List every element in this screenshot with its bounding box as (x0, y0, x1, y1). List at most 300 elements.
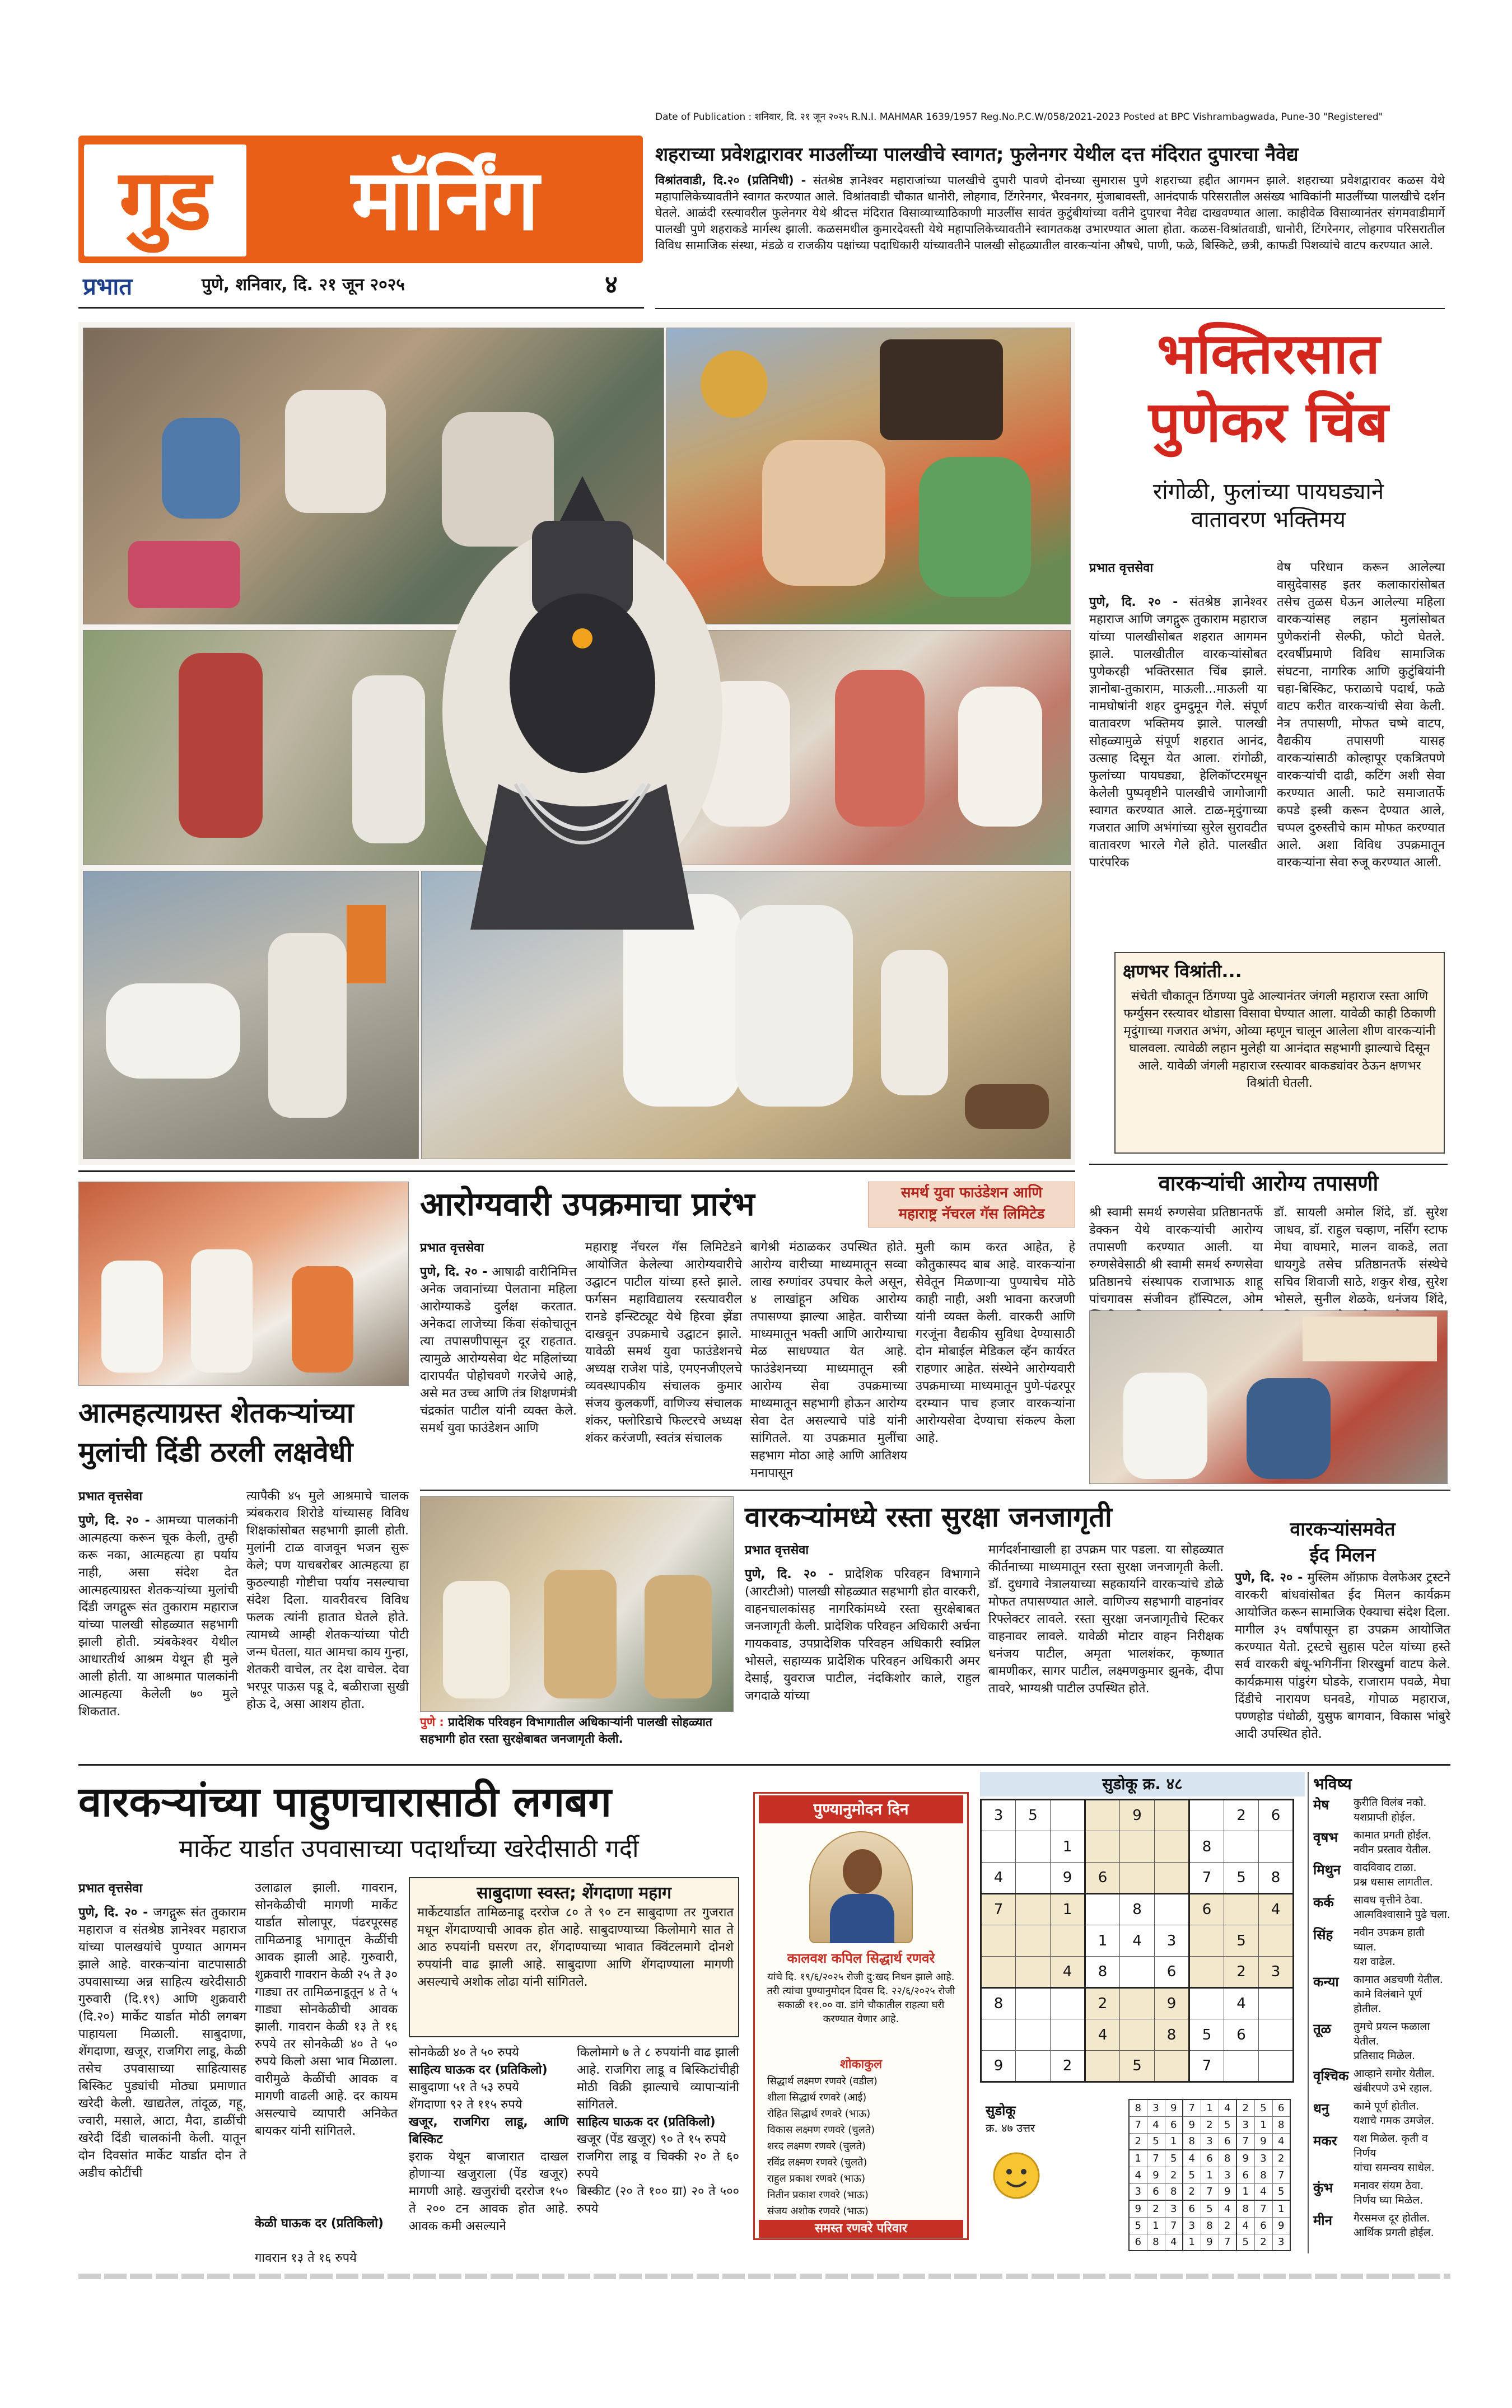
sudoku-row (981, 2019, 1294, 2051)
sudoku-cell (1120, 1831, 1155, 1863)
sudoku-cell: 6 (1189, 1894, 1224, 1925)
sudoku-solution-cell: 7 (1254, 2200, 1272, 2217)
sudoku-cell (1120, 1863, 1155, 1894)
sudoku-cell (1016, 1988, 1051, 2019)
eid-headline-2: ईद मिलन (1309, 1544, 1376, 1566)
sudoku-solution-cell: 1 (1272, 2200, 1290, 2217)
rasta-text-1: प्रादेशिक परिवहन विभागाने (आरटीओ) पालखी सोहळ्यात सहभागी होत वारकरी, वाहनचालकांसह नागरिकांमध्ये रस्ता सुरक्षेबाबत जनजागृती केली. प्रादेशिक परिवहन अधिकारी अर्चना गायकवाड, उपप्रादेशिक परिवहन अधिकारी स्वप्निल भोसले, सहाय्यक प्रादेशिक परिवहन अधिकारी अमर देसाई, युवराज पाटील, नंदकिशोर काले, राहुल जगदाळे यांच्या (745, 1567, 980, 1703)
rasta-text-2: मार्गदर्शनाखाली हा उपक्रम पार पडला. या सोहळ्यात कीर्तनाच्या माध्यमातून रस्ता सुरक्षा जनजागृती केली. डॉ. दुधगावे नेत्रालयाच्या सहकार्याने वारकऱ्यांचे डोळे मोफत तपासण्यात आले. वाणिज्य सहभागी वाहनांवर रिफ्लेक्टर लावले. रस्ता सुरक्षा जनजागृतीचे स्टिकर वाहनावर लावले. यावेळी मोटार वाहन निरीक्षक धनंजय पाटील, अमृता भालशंकर, कृष्णात बामणीकर, सागर पाटील, लक्ष्मणकुमार झुनके, दीपा तावरे, भाग्यश्री पाटील उपस्थित होते. (988, 1543, 1224, 1696)
lagbag-col3-a: सोनकेळी ४० ते ५० रुपये (409, 2046, 519, 2060)
sudoku-solution-cell: 8 (1165, 2183, 1183, 2200)
horoscope-sign-name: धनु (1313, 2101, 1329, 2116)
sudoku-cell (1051, 2019, 1085, 2051)
bhakti-col-2 (1277, 559, 1445, 945)
sudoku-solution-row (1129, 2167, 1290, 2183)
eid-text: मुस्लिम ऑफ़ाफ वेलफेअर ट्रस्टने वारकरी बांधवांसोबत ईद मिलन कार्यक्रम आयोजित करून सामाजिक ऐक्याचा संदेश दिला. मागील ३५ वर्षांपासून हा उपक्रम आयोजित करण्यात येतो. ट्रस्टचे सुहास पटेल यांच्या हस्ते सर्व वारकरी बंधू-भगिनींना शिरखुर्मा वाटप केले. कार्यक्रमास पांडुरंग घोडके, राजाराम पवळे, मेघा दिंडीचे नारायण घनवडे, गोपाळ महाराज, पण्णहोड पंधोळी, युसुफ बागवान, विकास भांबुरे आदी उपस्थित होते. (1235, 1571, 1451, 1741)
sudoku-cell (1259, 1988, 1294, 2019)
arogya-check-text-2: डॉ. सायली अमोल शिंदे, डॉ. सुरेश जाधव, डॉ. राहुल चव्हाण, नर्सिंग स्टाफ मेघा वाघमारे, मालन वाकडे, लता धायगुडे तसेच प्रतिष्ठानतर्फे संस्थेचे सचिव शिवाजी साठे, शकुर शेख, सुरेश भोसले, सुनील शेळके, धनंजय शिंदे, (1274, 1206, 1448, 1306)
bottom-rule (78, 1764, 1450, 1766)
sudoku-cell (1155, 2051, 1189, 2082)
masthead-gud: गुड (84, 144, 246, 256)
rasta-col-1 (745, 1566, 980, 1751)
punya-photo (809, 1831, 913, 1943)
eid-lead: पुणे, दि. २० - (1235, 1571, 1303, 1585)
sudoku-solution-cell: 9 (1236, 2150, 1254, 2167)
sudoku-cell (1189, 1925, 1224, 1957)
punya-shok: शोकाकुल (839, 2057, 883, 2071)
sudoku-solution-cell: 8 (1183, 2133, 1201, 2150)
sudoku-cell: 6 (1259, 1800, 1294, 1831)
horoscope-line: मनावर संयम ठेवा. (1354, 2180, 1424, 2192)
sudoku-solution-title: सुडोकू (986, 2103, 1016, 2118)
sudoku-solution-cell: 6 (1129, 2234, 1147, 2251)
lagbag-col-4 (577, 2044, 739, 2257)
sudoku-solution-cell: 5 (1129, 2217, 1147, 2234)
horoscope-sign-text (1354, 1828, 1431, 1857)
sudoku-solution-cell: 2 (1147, 2200, 1165, 2217)
sudoku-cell (1120, 1957, 1155, 1988)
lagbag-text-2: उलाढाल झाली. गावरान, सोनकेळीची मागणी मार्केट यार्डात सोलापूर, पंढरपूरसह तामिळनाडू भागातून केळींची आवक झाली आहे. गुरुवारी, शुक्रवारी गावरान केळी २५ ते ३० गाड्या तर तामिळनाडूतून ४ ते ५ गाड्या सोनकेळीची आवक झाली. गावरान केळी १३ ते १६ रुपये तर सोनकेळी ४० ते ५० रुपये किलो असा भाव मिळाला. वारीमुळे केळींची आवक व मागणी वाढली आहे. दर कायम असल्याचे व्यापारी अनिकेत बायकर यांनी सांगितले. (255, 1881, 398, 2138)
sudoku-solution-cell: 5 (1147, 2133, 1165, 2150)
horoscope-line: आत्मविश्वासाने पुढे चला. (1354, 1908, 1450, 1921)
rasta-caption (420, 1714, 734, 1753)
sudoku-cell (1189, 1988, 1224, 2019)
dindi-headline-2: मुलांची दिंडी ठरली लक्षवेधी (78, 1436, 353, 1468)
dindi-col-1 (78, 1512, 238, 1758)
sudoku-cell (1189, 1800, 1224, 1831)
dindi-col-2 (246, 1487, 409, 1758)
sudoku-cell: 2 (1051, 2051, 1085, 2082)
lagbag-col-3 (409, 2044, 568, 2257)
horoscope-line: वादविवाद टाळा. (1354, 1861, 1417, 1874)
bhakti-subhead-1: रांगोळी, फुलांच्या पायघड्याने (1152, 479, 1384, 505)
sudoku-solution-cell: 2 (1183, 2183, 1201, 2200)
sudoku-solution-cell: 4 (1219, 2200, 1236, 2217)
top-story-lead: विश्रांतवाडी, दि.२० (प्रतिनिधी) - (655, 174, 806, 187)
bhakti-lead: पुणे, दि. २० - (1089, 595, 1178, 609)
sudoku-cell (1259, 2019, 1294, 2051)
sudoku-cell (1189, 1957, 1224, 1988)
mourner: विकास लक्ष्मण रणवरे (चुलते) (767, 2124, 875, 2136)
arogya-check-col-2 (1274, 1204, 1448, 1305)
lagbag-col3-title: साहित्य घाऊक दर (प्रतिकिलो) (409, 2063, 548, 2077)
sabudana-box-title: साबुदाणा स्वस्त; शेंगदाणा महाग (477, 1883, 671, 1903)
horoscope-sign (1313, 1860, 1450, 1889)
sudoku-cell (1016, 1831, 1051, 1863)
sudoku-cell: 9 (981, 2051, 1016, 2082)
horoscope-sign-text (1354, 1893, 1450, 1922)
sudoku-cell (981, 1831, 1016, 1863)
sudoku-cell: 2 (1224, 1957, 1259, 1988)
arogyawari-text-1b: समर्थ युवा फाउंडेशन आणि (420, 1421, 539, 1435)
sudoku-cell: 7 (1189, 2051, 1224, 2082)
sudoku-row (981, 1863, 1294, 1894)
sudoku-cell: 9 (1051, 1863, 1085, 1894)
sudoku-solution-cell: 7 (1183, 2099, 1201, 2116)
horoscope-sign-name: मेष (1313, 1797, 1329, 1813)
kshanbhar-body (1123, 988, 1436, 1150)
lagbag-col4-title: साहित्य घाऊक दर (प्रतिकिलो) (577, 2115, 716, 2129)
sudoku-solution-row (1129, 2234, 1290, 2251)
sudoku-solution-cell: 1 (1129, 2150, 1147, 2167)
sudoku-cell: 7 (981, 1894, 1016, 1925)
sudoku-cell: 5 (1120, 2051, 1155, 2082)
punya-footer: समस्त रणवरे परिवार (759, 2220, 963, 2238)
horoscope-sign-text (1354, 2178, 1424, 2208)
sudoku-cell: 4 (1259, 1894, 1294, 1925)
lagbag-col3-b: साबुदाणा ५१ ते ५३ रुपये (409, 2080, 519, 2094)
horoscope-sign-name: मीन (1313, 2213, 1332, 2228)
sudoku-cell (1085, 1800, 1120, 1831)
lagbag-col4-a: किलोमागे ७ ते ८ रुपयांनी वाढ झाली आहे. राजगिरा लाडू व बिस्किटांचीही मोठी विक्री झाल्याचे व्यापाऱ्यांनी सांगितले. (577, 2046, 739, 2112)
sudoku-solution-row (1129, 2217, 1290, 2234)
lagbag-text-1: जगद्गुरू संत तुकाराम महाराज व संतश्रेष्ठ ज्ञानेश्वर महाराज यांच्या पालखयांचे पुण्यात आगमन झाले आहे. वारकऱ्यांना वाटपासाठी उपवासाच्या अन्न साहित्य खरेदीसाठी गुरुवारी (दि.१९) आणि शुक्रवारी (दि.२०) मार्केट यार्डात मोठी लगबग पाहायला मिळाली. साबुदाणा, शेंगदाणा, खजूर, राजगिरा लाडू, केळी तसेच उपवासाच्या साहित्यासह बिस्किट पुड्यांची मोठ्या प्रमाणात खरेदी केली. खाद्यतेल, तांदूळ, गहू, ज्वारी, मसाले, आटा, मैदा, डाळींची खरेदी दिंडी चालकांनी केली. यातून दोन दिवसांत मार्केट यार्डात दोन ते अडीच कोटींची (78, 1906, 246, 2180)
sudoku-solution-cell: 4 (1236, 2217, 1254, 2234)
footer-rule (78, 2274, 1450, 2279)
sudoku-cell: 2 (1085, 1988, 1120, 2019)
photo-health-camp (1089, 1310, 1448, 1484)
punya-text: यांचे दि. १९/६/२०२५ रोजी दु:खद निधन झाले आहे. तरी त्यांचा पुण्यानुमोदन दिवस दि. २२/६/२०२५ रोजी सकाळी ११.०० वा. डांगे चौकातील राहत्या घरी करण्यात येणार आहे. (767, 1971, 955, 2025)
sudoku-cell (1016, 2019, 1051, 2051)
sabudana-box-body (417, 1904, 734, 2034)
sudoku-solution-cell: 6 (1165, 2116, 1183, 2133)
sudoku-solution-cell: 9 (1201, 2234, 1219, 2251)
sudoku-solution-cell: 6 (1236, 2167, 1254, 2183)
bhakti-col-1 (1089, 594, 1267, 941)
sudoku-cell: 8 (1259, 1863, 1294, 1894)
dindi-headline-1: आत्महत्याग्रस्त शेतकऱ्यांच्या (78, 1397, 354, 1429)
horoscope-sign-name: तूळ (1313, 2021, 1331, 2037)
horoscope-sign (1313, 2066, 1450, 2096)
horoscope-sign (1313, 1795, 1450, 1824)
punya-mourners (767, 2073, 960, 2219)
horoscope-line: यांचा समन्वय साधेल. (1354, 2162, 1435, 2174)
sudoku-solution-cell: 4 (1183, 2150, 1201, 2167)
sudoku-cell: 5 (1189, 2019, 1224, 2051)
arogya-check-title: वारकऱ्यांची आरोग्य तपासणी (1158, 1171, 1379, 1196)
horoscope-sign (1313, 2019, 1450, 2063)
rasta-col-2 (988, 1541, 1224, 1751)
sudoku-cell: 5 (1224, 1863, 1259, 1894)
bhakti-byline: प्रभात वृत्तसेवा (1089, 561, 1154, 575)
sudoku-solution-row (1129, 2116, 1290, 2133)
horoscope-sign-text (1354, 2066, 1435, 2096)
bhakti-headline-2: पुणेकर चिंब (1148, 389, 1389, 455)
sudoku-solution-row (1129, 2150, 1290, 2167)
horoscope-sign-text (1354, 2099, 1434, 2128)
arogyawari-lead: पुणे, दि. २० - (420, 1265, 488, 1279)
sudoku-solution-cell: 8 (1147, 2234, 1165, 2251)
sudoku-solution-cell: 5 (1201, 2200, 1219, 2217)
arogya-check-col-1 (1089, 1204, 1263, 1305)
sudoku-solution-table (1128, 2099, 1291, 2251)
sudoku-solution-cell: 7 (1219, 2234, 1236, 2251)
top-rule (655, 308, 1445, 309)
sudoku-solution-cell: 7 (1147, 2150, 1165, 2167)
horoscope-sign (1313, 1893, 1450, 1922)
horoscope-sign (1313, 1972, 1450, 2016)
horoscope-sign-text (1354, 1925, 1450, 1969)
sudoku-cell (1016, 1863, 1051, 1894)
bhakti-headline-1: भक्तिरसात (1156, 321, 1380, 386)
kel-rate-value: गावरान १३ ते १६ रुपये (255, 2251, 357, 2265)
horoscope-line: तुमचे प्रयत्न फळाला येतील. (1354, 2020, 1430, 2047)
sudoku-solution-cell: 4 (1129, 2167, 1147, 2183)
sudoku-cell (1120, 2019, 1155, 2051)
sudoku-cell (1051, 1925, 1085, 1957)
sudoku-solution-cell: 2 (1201, 2116, 1219, 2133)
horoscope-sign (1313, 2099, 1450, 2128)
sudoku-solution-cell: 5 (1219, 2116, 1236, 2133)
sudoku-cell: 3 (1155, 1925, 1189, 1957)
sudoku-cell: 6 (1085, 1863, 1120, 1894)
sudoku-solution-cell: 9 (1254, 2133, 1272, 2150)
sudoku-cell: 4 (981, 1863, 1016, 1894)
sudoku-solution-cell: 3 (1272, 2234, 1290, 2251)
sudoku-cell (1051, 1988, 1085, 2019)
sudoku-cell (1155, 1894, 1189, 1925)
sudoku-solution-cell: 9 (1129, 2200, 1147, 2217)
horoscope-sign (1313, 2211, 1450, 2240)
arogyawari-col-1 (420, 1263, 577, 1487)
sudoku-solution-cell: 1 (1254, 2116, 1272, 2133)
sudoku-cell (1155, 1800, 1189, 1831)
sudoku-cell (1085, 1894, 1120, 1925)
sudoku-cell: 8 (1189, 1831, 1224, 1863)
horoscope-line: निर्णय घ्या मिळेल. (1354, 2194, 1424, 2206)
sudoku-cell (1155, 1863, 1189, 1894)
sudoku-solution-cell: 6 (1147, 2183, 1165, 2200)
arogya-check-rule (1089, 1164, 1448, 1165)
dindi-text-1: आमच्या पालकांनी आत्महत्या करून चूक केली, तुम्ही करू नका, आत्महत्या हा पर्याय नाही, असा संदेश देत आत्महत्याग्रस्त शेतकऱ्यांच्या मुलांची दिंडी जगद्गुरू संत तुकाराम महाराज यांच्या पालखी सोहळ्यात सहभागी झाली होती. त्र्यंबकेश्वर येथील आधारतीर्थ आश्रम येथून ही मुले आली होती. या आश्रमात पालकांनी आत्महत्या केलेली ७० मुले शिकतात. (78, 1514, 238, 1719)
bhakti-text-2: वेष परिधान करून आलेल्या वासुदेवासह इतर कलाकारांसोबत तसेच तुळस घेऊन आलेल्या महिला वारकऱ्यांसह लहान मुलांसोबत पुणेकरांनी सेल्फी, फोटो घेतले. दरवर्षीप्रमाणे विविध सामाजिक संघटना, नागरिक आणि कुटुंबियांनी चहा-बिस्किट, फराळाचे पदार्थ, फळे वाटप करीत वारकऱ्यांची सेवा केली. नेत्र तपासणी, मोफत चष्मे वाटप, वैद्यकीय तपासणी यासह वारकऱ्यांसाठी कोल्हापूर एकत्रितपणे वारकऱ्यांची दाढी, कटिंग अशी सेवा करण्यात आली. फाटे समाजातर्फे कपडे इस्त्री करून देण्यात आले, चप्पल दुरुस्तीचे काम मोफत करण्यात आले. अशा विविध उपक्रमातून वारकऱ्यांना सेवा रुजू करण्यात आली. (1277, 561, 1445, 870)
sudoku-row (981, 1894, 1294, 1925)
sudoku-cell (1155, 1831, 1189, 1863)
horoscope-sign-text (1354, 2131, 1450, 2175)
punya-title: पुण्यानुमोदन दिन (759, 1795, 963, 1823)
smiley-icon (991, 2150, 1042, 2201)
sudoku-title: सुडोकू क्र. ४८ (980, 1772, 1305, 1796)
sudoku-solution-cell: 8 (1129, 2099, 1147, 2116)
lagbag-col4-d: बिस्कीट (२० ते १०० ग्रा) २० ते ५०० रुपये (577, 2185, 739, 2216)
sudoku-cell: 9 (1120, 1800, 1155, 1831)
horoscope-line: नवीन प्रस्ताव येतील. (1354, 1844, 1431, 1856)
mourner: रविंद्र लक्ष्मण रणवरे (चुलते) (767, 2157, 867, 2168)
sudoku-cell: 9 (1155, 1988, 1189, 2019)
sudoku-solution-cell: 3 (1201, 2133, 1219, 2150)
sudoku-row (981, 1831, 1294, 1863)
sudoku-cell (1016, 2051, 1051, 2082)
sudoku-cell: 2 (1224, 1800, 1259, 1831)
sudoku-solution-cell: 2 (1254, 2234, 1272, 2251)
masthead-rule (78, 307, 644, 309)
arogya-check-text-1: श्री स्वामी समर्थ रुग्णसेवा प्रतिष्ठानतर्फे डेक्कन येथे वारकऱ्यांची आरोग्य तपासणी करण्यात आली. या रुग्णसेवेसाठी श्री स्वामी समर्थ रुग्णसेवा प्रतिष्ठानचे संस्थापक राजाभाऊ शाहू पांचगावस संजीवन हॉस्पिटल, ओम (1089, 1206, 1263, 1306)
rasta-byline: प्रभात वृत्तसेवा (745, 1543, 809, 1557)
sudoku-cell (1016, 1957, 1051, 1988)
horoscope-sign-name: मकर (1313, 2133, 1337, 2149)
sudoku-row (981, 1957, 1294, 1988)
lagbag-col3-c: शेंगदाणा ९२ ते ११५ रुपये (409, 2098, 522, 2112)
punya-name: कालवश कपिल सिद्धार्थ रणवरे (787, 1950, 935, 1966)
sudoku-solution-cell: 8 (1254, 2167, 1272, 2183)
sudoku-cell: 8 (1120, 1894, 1155, 1925)
horoscope-line: यशाचे गमक उमजेल. (1354, 2115, 1435, 2127)
horoscope-sign-text (1354, 1860, 1433, 1889)
sudoku-solution-cell: 9 (1183, 2116, 1201, 2133)
lagbag-lead: पुणे, दि. २० - (78, 1906, 148, 1920)
rasta-lead: पुणे, दि. २० - (745, 1567, 834, 1581)
sudoku-row (981, 1800, 1294, 1831)
sudoku-cell: 5 (1016, 1800, 1051, 1831)
sudoku-row (981, 2051, 1294, 2082)
sudoku-cell: 4 (1120, 1925, 1155, 1957)
publication-line: Date of Publication : शनिवार, दि. २१ जून २०२५ R.N.I. MAHMAR 1639/1957 Reg.No.P.C.W/058/2021-2023 Posted at BPC Vishrambagwada, Pune-30 "Registered" (655, 111, 1383, 123)
sudoku-solution-cell: 7 (1129, 2116, 1147, 2133)
lagbag-col3-d: इराक येथून बाजारात दाखल होणाऱ्या खजुराला (पेंड खजूर) मागणी आहे. खजुरांची दररोज १५० ते २०० टन आवक होत आहे. आवक कमी असल्याने (409, 2150, 568, 2233)
dateline: पुणे, शनिवार, दि. २१ जून २०२५ (202, 275, 405, 295)
eid-headline-1: वारकऱ्यांसमवेत (1290, 1518, 1396, 1541)
sudoku-table (980, 1799, 1294, 2083)
horoscope-line: कामे पूर्ण होतील. (1354, 2100, 1420, 2112)
horoscope-line: यशप्राप्ती होईल. (1354, 1811, 1416, 1823)
horoscope-line: नवीन उपक्रम हाती घ्याल. (1354, 1926, 1425, 1953)
sudoku-solution-cell: 6 (1201, 2150, 1219, 2167)
arogyawari-text-1: आषाढी वारीनिमित्त अनेक जवानांच्या पेलताना महिला आरोग्याकडे दुर्लक्ष करतात. अनेकदा लाजेच्या किंवा संकोचातून त्या तपासणीपासून दूर राहतात. त्यामुळे आरोग्यसेवा थेट महिलांच्या दारापर्यंत पोहोचवणे गरजेचे आहे, असे मत उच्च आणि तंत्र शिक्षणमंत्री चंद्रकांत पाटील यांनी व्यक्त केले. (420, 1265, 577, 1418)
sudoku-solution-cell: 3 (1219, 2167, 1236, 2183)
page-number: ४ (605, 270, 618, 299)
horoscope-sign (1313, 1828, 1450, 1857)
lagbag-col4-b: खजूर (पेंड खजूर) ९० ते १५ रुपये (577, 2132, 726, 2146)
dindi-lead: पुणे, दि. २० - (78, 1514, 150, 1528)
horoscope-sign (1313, 2178, 1450, 2208)
horoscope-line: कुरीति विलंब नको. (1354, 1796, 1427, 1809)
horoscope-sign-name: वृषभ (1313, 1830, 1338, 1845)
sudoku-solution-cell: 1 (1165, 2133, 1183, 2150)
lagbag-byline: प्रभात वृत्तसेवा (78, 1882, 143, 1896)
sudoku-solution-cell: 3 (1254, 2150, 1272, 2167)
sudoku-solution-cell: 9 (1165, 2099, 1183, 2116)
sudoku-cell: 1 (1051, 1831, 1085, 1863)
kel-rate-title: केळी घाऊक दर (प्रतिकिलो) (255, 2216, 384, 2230)
eid-body (1235, 1569, 1450, 1754)
sudoku-cell (1016, 1925, 1051, 1957)
sudoku-solution-cell: 5 (1272, 2183, 1290, 2200)
sudoku-solution-cell: 4 (1254, 2183, 1272, 2200)
sudoku-solution-cell: 9 (1147, 2167, 1165, 2183)
mourner: राहुल प्रकाश रणवरे (भाऊ) (767, 2173, 866, 2185)
sudoku-solution-cell: 4 (1272, 2133, 1290, 2150)
sudoku-solution-cell: 2 (1219, 2217, 1236, 2234)
horoscope-sign-name: मिथुन (1313, 1862, 1341, 1878)
arogyawari-headline: आरोग्यवारी उपक्रमाचा प्रारंभ (420, 1185, 755, 1223)
mourner: शीला सिद्धार्थ रणवरे (आई) (767, 2092, 867, 2103)
horoscope-sign-text (1354, 2211, 1434, 2240)
sudoku-solution-row (1129, 2099, 1290, 2116)
sudoku-solution-cell: 4 (1219, 2099, 1236, 2116)
horoscope-sign-text (1354, 1795, 1426, 1824)
sudoku-row (981, 1988, 1294, 2019)
sudoku-solution-cell: 3 (1165, 2200, 1183, 2217)
horoscope-line: आर्थिक प्रगती होईल. (1354, 2227, 1434, 2239)
sudoku-solution-cell: 4 (1147, 2116, 1165, 2133)
sudoku-cell (1051, 1800, 1085, 1831)
rasta-caption-lead: पुणे : (420, 1715, 444, 1729)
bhakti-text-1: संतश्रेष्ठ ज्ञानेश्वर महाराज आणि जगद्गुरू तुकाराम महाराज यांच्या पालखीसोबत शहरात आगमन झाले. पालखीतील वारकऱ्यांसोबत पुणेकरही भक्तिरसात चिंब झाले. ज्ञानोबा-तुकाराम, माऊली...माऊली या नामघोषांनी शहर दुमदुमून गेले. संपूर्ण वातावरण भक्तिमय झाले. पालखी सोहळ्यामुळे संपूर्ण शहरात आनंद, उत्साह दिसून येत आला. रांगोळी, फुलांच्या पायघड्या, हेलिकॉप्टरमधून केलेली पुष्पवृष्टीने पालखीचे जागोजागी स्वागत करण्यात आले. टाळ-मृदुंगाच्या गजरात आणि अभंगांच्या सुरेल सुरावटीत वातावरण भारले गेले होते. पालखीत पारंपरिक (1089, 595, 1267, 870)
sudoku-solution-row (1129, 2133, 1290, 2150)
arogyawari-tag-1: समर्थ युवा फाउंडेशन आणि (900, 1184, 1043, 1201)
sudoku-cell (981, 2019, 1016, 2051)
arogyawari-text-3: बागेश्री मंठाळकर उपस्थित होते. आरोग्य वारीच्या माध्यमातून सव्वा लाख रुग्णांवर उपचार केले असून, ४ लाखांहून अधिक आरोग्य तपासण्या झाल्या आहेत. वारीच्या माध्यमातून भक्ती आणि आरोग्याचा मेळ साधण्यात येत आहे. फाउंडेशनच्या माध्यमातून स्त्री आरोग्य सेवा उपक्रमाच्या माध्यमातून सहभागी होऊन आरोग्य सेवा देत असल्याचे पांडे यांनी सांगितले. या उपक्रमात मुलींचा सहभाग मोठा आहे आणि आतिशय मनापासून (750, 1240, 907, 1480)
lagbag-headline: वारकऱ्यांच्या पाहुणचारासाठी लगबग (78, 1778, 612, 1826)
sudoku-cell (1224, 1831, 1259, 1863)
sudoku-solution-cell: 8 (1236, 2200, 1254, 2217)
sudoku-cell (981, 1957, 1016, 1988)
sudoku-cell: 4 (1224, 1988, 1259, 2019)
sudoku-cell (1259, 2051, 1294, 2082)
sudoku-solution-cell: 1 (1201, 2099, 1219, 2116)
horoscope-title: भविष्य (1313, 1775, 1352, 1793)
horoscope-line: आव्हाने समोर येतील. (1354, 2068, 1435, 2080)
lagbag-col-1 (78, 1904, 246, 2251)
horoscope-sign-text (1354, 2019, 1450, 2063)
sudoku-solution-cell: 7 (1272, 2167, 1290, 2183)
sabudana-box-text: मार्केटयार्डात तामिळनाडू दररोज ८० ते ९० टन साबुदाणा तर गुजरात मधून शेंगदाण्याची आवक होत आहे. साबुदाण्याच्या किलोमागे सात ते आठ रुपयांनी घसरण तर, शेंगदाण्याच्या भावात क्विंटलमागे दोनशे रुपयांनी वाढ झाली आहे. साबुदाणा आणि शेंगदाण्याला मागणी असल्याचे अशोक लोढा यांनी सांगितले. (417, 1906, 734, 1989)
horoscope-sign-name: वृश्चिक (1313, 2068, 1349, 2084)
sudoku-grid (980, 1799, 1294, 2083)
sudoku-cell: 4 (1085, 2019, 1120, 2051)
sudoku-cell (1085, 1831, 1120, 1863)
sudoku-solution-cell: 1 (1236, 2183, 1254, 2200)
arogyawari-tag-2: महाराष्ट्र नॅचरल गॅस लिमिटेड (898, 1206, 1045, 1222)
sudoku-cell: 1 (1051, 1894, 1085, 1925)
masthead-morning: मॉर्निंग (351, 152, 539, 249)
bhakti-subhead-2: वातावरण भक्तिमय (1191, 507, 1346, 533)
rasta-rule (420, 1490, 1450, 1491)
horoscope-line: कामात प्रगती होईल. (1354, 1829, 1432, 1841)
sudoku-cell: 6 (1224, 2019, 1259, 2051)
middle-rule (78, 1170, 1075, 1172)
horoscope-line: प्रश्न धसास लागतील. (1354, 1876, 1433, 1888)
sudoku-solution-cell: 7 (1165, 2217, 1183, 2234)
sudoku-solution-row (1129, 2200, 1290, 2217)
sudoku-solution-cell: 2 (1165, 2167, 1183, 2183)
sudoku-solution-cell: 3 (1236, 2116, 1254, 2133)
sudoku-solution-row (1129, 2183, 1290, 2200)
horoscope-list (1313, 1795, 1450, 2243)
sudoku-cell: 3 (981, 1800, 1016, 1831)
horoscope-line: यश मिळेल. कृती व निर्णय (1354, 2132, 1428, 2159)
rasta-caption-text: प्रादेशिक परिवहन विभागातील अधिकाऱ्यांनी पालखी सोहळ्यात सहभागी होत रस्ता सुरक्षेबाबत जनजागृती केली. (420, 1715, 712, 1746)
sudoku-cell (1120, 1988, 1155, 2019)
sudoku-solution-cell: 7 (1201, 2183, 1219, 2200)
top-story-body (655, 172, 1445, 305)
mourner: नितीन प्रकाश रणवरे (भाऊ) (767, 2189, 869, 2201)
sudoku-solution-cell: 7 (1236, 2133, 1254, 2150)
sudoku-cell (1016, 1894, 1051, 1925)
arogyawari-text-2: महाराष्ट्र नॅचरल गॅस लिमिटेडने आयोजित केलेल्या आरोग्यवारीचे उद्घाटन पाटील यांच्या हस्ते झाले. फर्गसन महाविद्यालय रस्त्यावरील रानडे इन्स्टिट्यूट येथे हिरवा झेंडा दाखवून उपक्रमाचे उद्घाटन झाले. यावेळी समर्थ युवा फाउंडेशनचे अध्यक्ष राजेश पांडे, एमएनजीएलचे व्यवस्थापकीय संचालक कुमार संजय कुलकर्णी, वाणिज्य संचालक शंकर, फ्लोरिडाचे फिल्टरचे अध्यक्ष शंकर करंजणी, स्वतंत्र संचालक (585, 1240, 742, 1445)
horoscope-line: खंबीरपणे उभे रहाल. (1354, 2082, 1433, 2094)
sudoku-solution-grid (1128, 2099, 1291, 2251)
mourner: संजय अशोक रणवरे (भाऊ) (767, 2205, 869, 2217)
sudoku-cell: 8 (1155, 2019, 1189, 2051)
sudoku-solution-cell: 8 (1272, 2116, 1290, 2133)
photo-rto-awareness (420, 1496, 734, 1712)
sudoku-solution-cell: 8 (1219, 2150, 1236, 2167)
sudoku-cell: 4 (1051, 1957, 1085, 1988)
sudoku-solution-cell: 6 (1272, 2099, 1290, 2116)
arogyawari-col-2 (585, 1239, 742, 1485)
horoscope-line: गैरसमज दूर होतील. (1354, 2212, 1430, 2224)
